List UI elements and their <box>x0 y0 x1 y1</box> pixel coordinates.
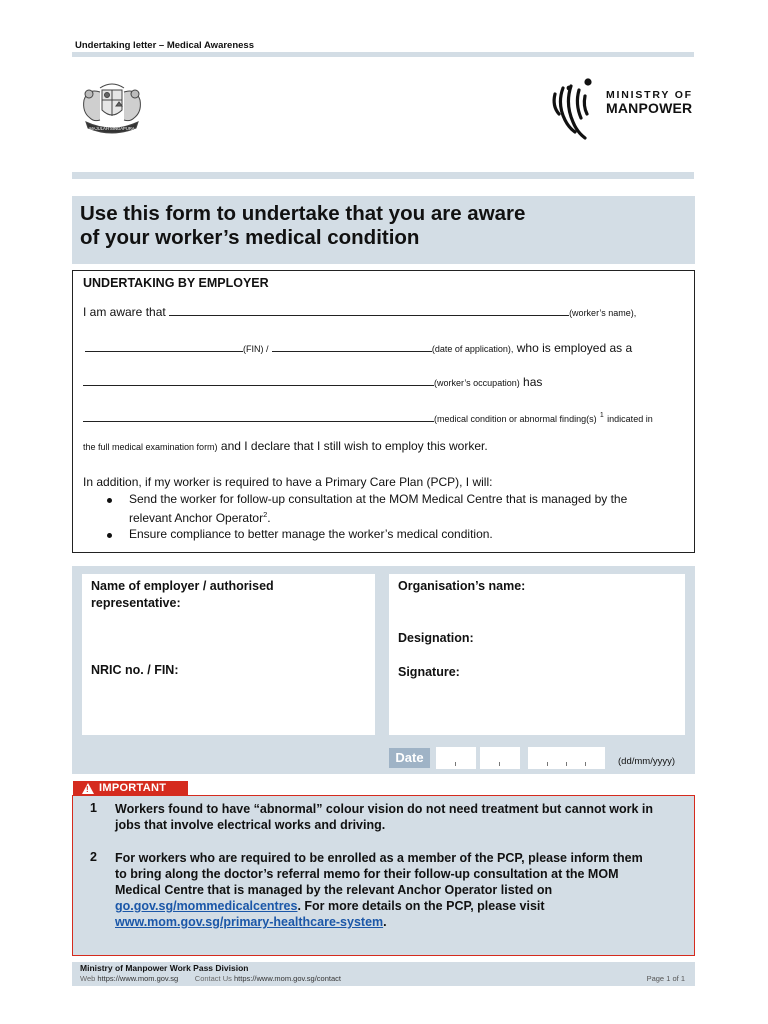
crest-motto: MAJULAH SINGAPURA <box>89 126 135 131</box>
nric-fin-label: NRIC no. / FIN: <box>91 663 179 677</box>
note-2-number: 2 <box>90 850 97 864</box>
singapore-crest-icon <box>72 78 152 140</box>
date-month-field[interactable] <box>480 747 520 769</box>
organisation-details-box[interactable] <box>389 574 685 735</box>
date-year-field[interactable] <box>528 747 605 769</box>
bullet-2: Ensure compliance to better manage the worker’s medical condition. <box>129 527 493 541</box>
condition-line: (medical condition or abnormal finding(s) $^1$ indicated in <box>83 411 653 425</box>
header-rule-bottom <box>72 172 694 179</box>
bullet-1-line-1: Send the worker for follow-up consultation at the MOM Medical Centre that is managed by the <box>129 492 628 506</box>
mom-logo-icon <box>545 74 697 144</box>
date-of-application-field[interactable] <box>272 341 432 352</box>
date-label: Date <box>389 748 430 768</box>
page-footer <box>72 962 695 986</box>
organisation-name-label: Organisation’s name: <box>398 579 526 593</box>
footer-links: Web https://www.mom.gov.sg Contact Us https://www.mom.gov.sg/contact <box>80 974 341 983</box>
note-1-number: 1 <box>90 801 97 815</box>
manpower-text: MANPOWER <box>606 100 693 117</box>
undertaking-title: UNDERTAKING BY EMPLOYER <box>83 276 269 290</box>
warning-triangle-icon: ! <box>82 783 94 794</box>
form-heading: Use this form to undertake that you are aware of your worker’s medical condition <box>80 202 526 249</box>
declaration-line: the full medical examination form) and I declare that I still wish to employ this worker. <box>83 439 488 453</box>
footer-web-link[interactable]: https://www.mom.gov.sg <box>97 974 179 983</box>
primary-healthcare-link[interactable]: www.mom.gov.sg/primary-healthcare-system <box>115 915 384 929</box>
occupation-line: (worker’s occupation) has <box>83 375 542 389</box>
signatory-panel <box>72 566 695 774</box>
date-format-hint: (dd/mm/yyyy) <box>618 756 675 767</box>
employer-details-box[interactable] <box>82 574 375 735</box>
medical-centres-link[interactable]: go.gov.sg/mommedicalcentres <box>115 899 298 913</box>
workers-name-field[interactable] <box>169 305 569 316</box>
note-1-text: Workers found to have “abnormal” colour vision do not need treatment but cannot work in jobs that involve electrical works and driving. <box>115 802 654 832</box>
date-day-field[interactable] <box>436 747 476 769</box>
bullet-dot <box>107 498 112 503</box>
important-tag: ! IMPORTANT <box>73 781 188 796</box>
bullet-dot <box>107 533 112 538</box>
fin-field[interactable] <box>85 341 243 352</box>
designation-label: Designation: <box>398 631 474 645</box>
undertaking-section <box>72 270 695 553</box>
occupation-field[interactable] <box>83 375 434 386</box>
pcp-intro: In addition, if my worker is required to have a Primary Care Plan (PCP), I will: <box>83 475 493 489</box>
footer-contact-link[interactable]: https://www.mom.gov.sg/contact <box>234 974 341 983</box>
medical-condition-field[interactable] <box>83 411 434 422</box>
note-2-text: For workers who are required to be enrolled as a member of the PCP, please inform them to bring along the doctor’s referral memo for their follow-up consultation at the MOM Medical Centre that is managed by the relevant Anchor Operator listed on go.gov.sg/mommedicalcentres. For more details on the PCP, please visit www.mom.gov.sg/primary-healthcare-system. <box>115 851 643 929</box>
document-title: Undertaking letter – Medical Awareness <box>75 40 254 51</box>
employer-name-label: Name of employer / authorised representative: <box>91 579 274 610</box>
signature-label: Signature: <box>398 665 460 679</box>
important-notes <box>72 795 695 956</box>
aware-line: I am aware that (worker’s name), <box>83 305 637 319</box>
footer-division: Ministry of Manpower Work Pass Division <box>80 963 249 973</box>
ministry-of-text: MINISTRY OF <box>606 89 693 101</box>
bullet-1-line-2: relevant Anchor Operator$^2$. <box>129 510 271 525</box>
form-heading-band <box>72 196 695 264</box>
fin-date-line: (FIN) / (date of application), who is employed as a <box>85 341 632 355</box>
header-rule-top <box>72 52 694 57</box>
page-number: Page 1 of 1 <box>646 974 685 983</box>
